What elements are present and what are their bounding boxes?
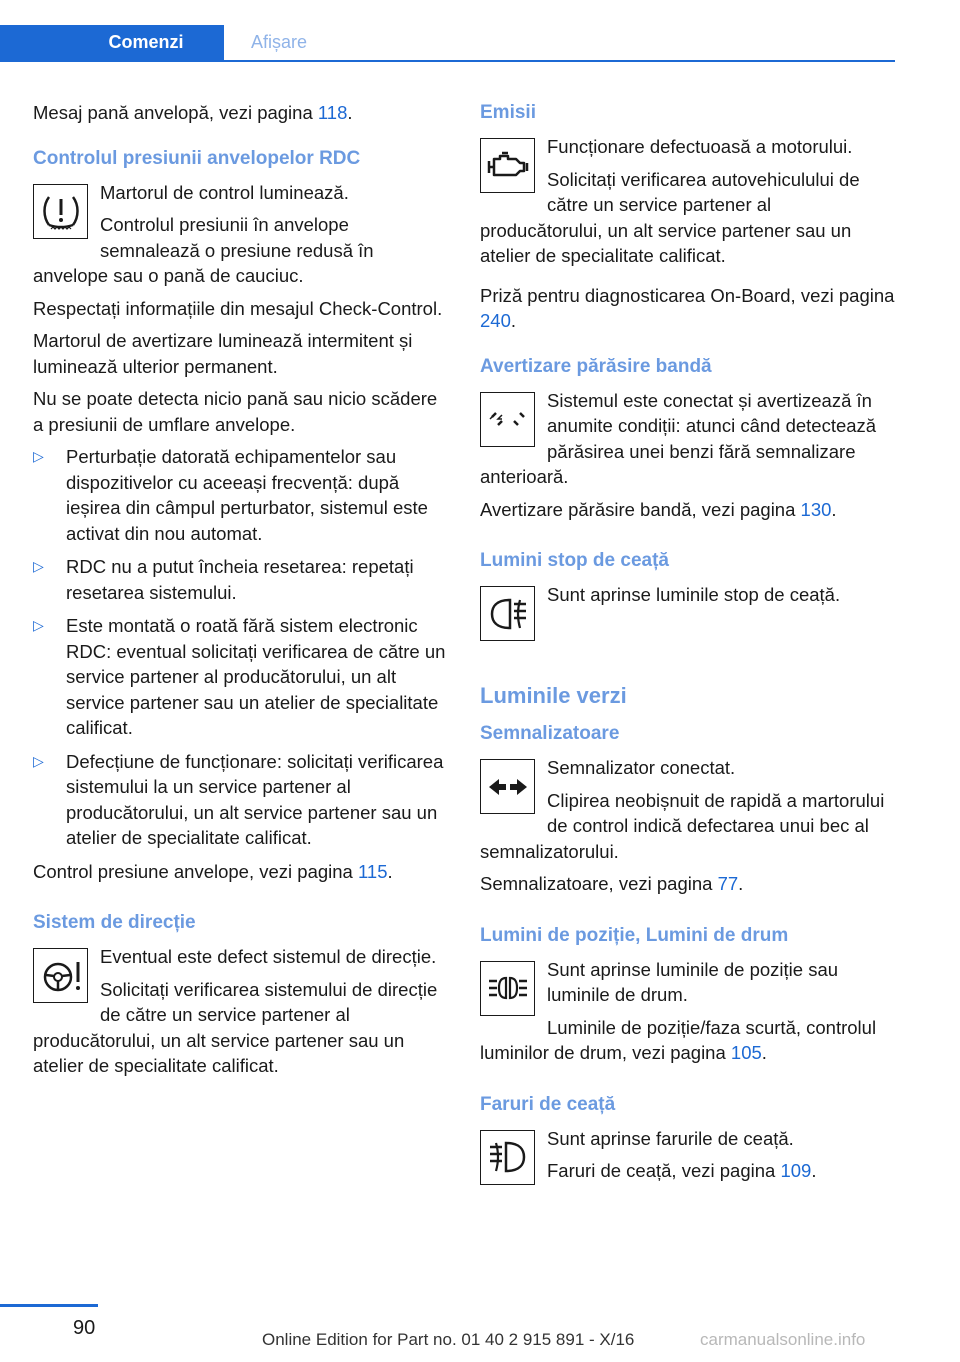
emisii-ref: Priză pentru diagnosticarea On-Board, vezi pagina 240. <box>480 284 895 331</box>
emisii-p1: Funcționare defectuoasă a motorului. <box>547 136 853 157</box>
position-p1: Sunt aprinse luminile de poziție sau luminile de drum. <box>547 958 839 1005</box>
emisii-p2: Solicitați verificarea autovehiculului de către un service partener al producătorului, un alt service partener sau un atelier de specialitate calificat. <box>480 168 860 266</box>
page-link[interactable]: 118 <box>317 102 348 123</box>
triangle-bullet-icon: ▷ <box>33 558 44 574</box>
list-item: ▷ Defecțiune de funcționare: solicitați verificarea sistemului la un service partener al producătorului, un alt service partener sau un atelier de specialitate calificat. <box>33 750 444 848</box>
lane-heading: Avertizare părăsire bandă <box>480 355 712 377</box>
page-link[interactable]: 77 <box>717 873 739 894</box>
page-link[interactable]: 130 <box>800 498 832 520</box>
turn-signal-icon <box>480 759 535 814</box>
edition-note: Online Edition for Part no. 01 40 2 915 891 - X/16 <box>262 1330 635 1349</box>
rear-fog-light-icon <box>480 586 535 641</box>
rdc-heading: Controlul presiunii anvelopelor RDC <box>33 147 361 169</box>
rdc-p1: Martorul de control luminează. <box>100 181 349 203</box>
rdc-ref: Control presiune anvelope, vezi pagina 115. <box>33 860 393 882</box>
position-heading: Lumini de poziție, Lumini de drum <box>480 924 789 946</box>
rdc-p4: Martorul de avertizare luminează intermitent și luminează ulterior permanent. <box>33 330 413 377</box>
list-item: ▷ Perturbație datorată echipamentelor sau dispozitivelor cu aceeași frecvență: după ieșirea din câmpul perturbator, sistemul este activat din nou automat. <box>33 446 428 544</box>
engine-check-icon <box>480 138 535 193</box>
rdc-p2: Controlul presiunii în anvelope semnalează o presiune redusă în anvelope sau o pană de cauciuc. <box>33 214 374 286</box>
rear-fog-p1: Sunt aprinse luminile stop de ceață. <box>547 584 841 605</box>
green-lights-heading: Luminile verzi <box>480 683 627 708</box>
emisii-heading: Emisii <box>480 102 536 123</box>
lane-ref: Avertizare părăsire bandă, vezi pagina 130. <box>480 498 837 520</box>
tab-bar <box>0 25 895 62</box>
steering-p2: Solicitați verificarea sistemului de direcție de către un service partener al producătorului, un alt service partener sau un atelier de specialitate calificat. <box>33 978 438 1076</box>
list-item: ▷ Este montată o roată fără sistem electronic RDC: eventual solicitați verificarea de către un service partener al producătorului, un alt service partener sau un atelier de specialitate calificat. <box>33 615 446 738</box>
tab-comenzi[interactable]: Comenzi <box>0 25 224 60</box>
parking-light-icon <box>480 961 535 1016</box>
rdc-p3: Respectați informațiile din mesajul Check-Control. <box>33 297 443 319</box>
turn-p2: Clipirea neobișnuit de rapidă a martorului de control indică defectarea unui bec al semnalizatorului. <box>480 789 885 862</box>
steering-p1: Eventual este defect sistemul de direcție. <box>100 946 437 967</box>
page-number: 90 <box>73 1317 96 1339</box>
rear-fog-heading: Lumini stop de ceață <box>480 550 669 571</box>
page-link[interactable]: 105 <box>730 1042 762 1063</box>
tab-afisare[interactable]: Afișare <box>250 32 308 52</box>
front-fog-ref: Faruri de ceață, vezi pagina 109. <box>547 1160 817 1181</box>
footer-rule <box>0 1304 98 1307</box>
front-fog-heading: Faruri de ceață <box>480 1093 616 1115</box>
lane-departure-icon <box>480 392 535 447</box>
rdc-bullet-list <box>33 444 449 851</box>
lane-p1: Sistemul este conectat și avertizează în anumite condiții: atunci când detectează părăsirea unei benzi fără semnalizare anterioară. <box>480 389 877 487</box>
triangle-bullet-icon: ▷ <box>33 617 44 633</box>
tire-pressure-icon <box>33 184 88 239</box>
right-column <box>480 100 895 1191</box>
triangle-bullet-icon: ▷ <box>33 448 44 464</box>
page-link[interactable]: 115 <box>358 860 388 882</box>
steering-warning-icon <box>33 948 88 1003</box>
turn-signal-heading: Semnalizatoare <box>480 723 620 744</box>
page-link[interactable]: 109 <box>780 1160 812 1181</box>
front-fog-p1: Sunt aprinse farurile de ceață. <box>547 1127 794 1149</box>
turn-ref: Semnalizatoare, vezi pagina 77. <box>480 873 744 894</box>
position-p2: Luminile de poziție/faza scurtă, controlul luminilor de drum, vezi pagina 105. <box>480 1016 877 1063</box>
triangle-bullet-icon: ▷ <box>33 752 44 769</box>
watermark: carmanualsonline.info <box>700 1330 866 1349</box>
rdc-p5: Nu se poate detecta nicio pană sau nicio scădere a presiunii de umflare anvelope. <box>33 388 438 435</box>
steering-heading: Sistem de direcție <box>33 912 196 933</box>
turn-p1: Semnalizator conectat. <box>547 757 736 778</box>
list-item: ▷ RDC nu a putut încheia resetarea: repetați resetarea sistemului. <box>33 556 414 603</box>
tire-message-ref: Mesaj pană anvelopă, vezi pagina 118. <box>33 102 353 123</box>
page-link[interactable]: 240 <box>480 310 511 331</box>
left-column <box>33 100 449 1086</box>
front-fog-light-icon <box>480 1130 535 1185</box>
